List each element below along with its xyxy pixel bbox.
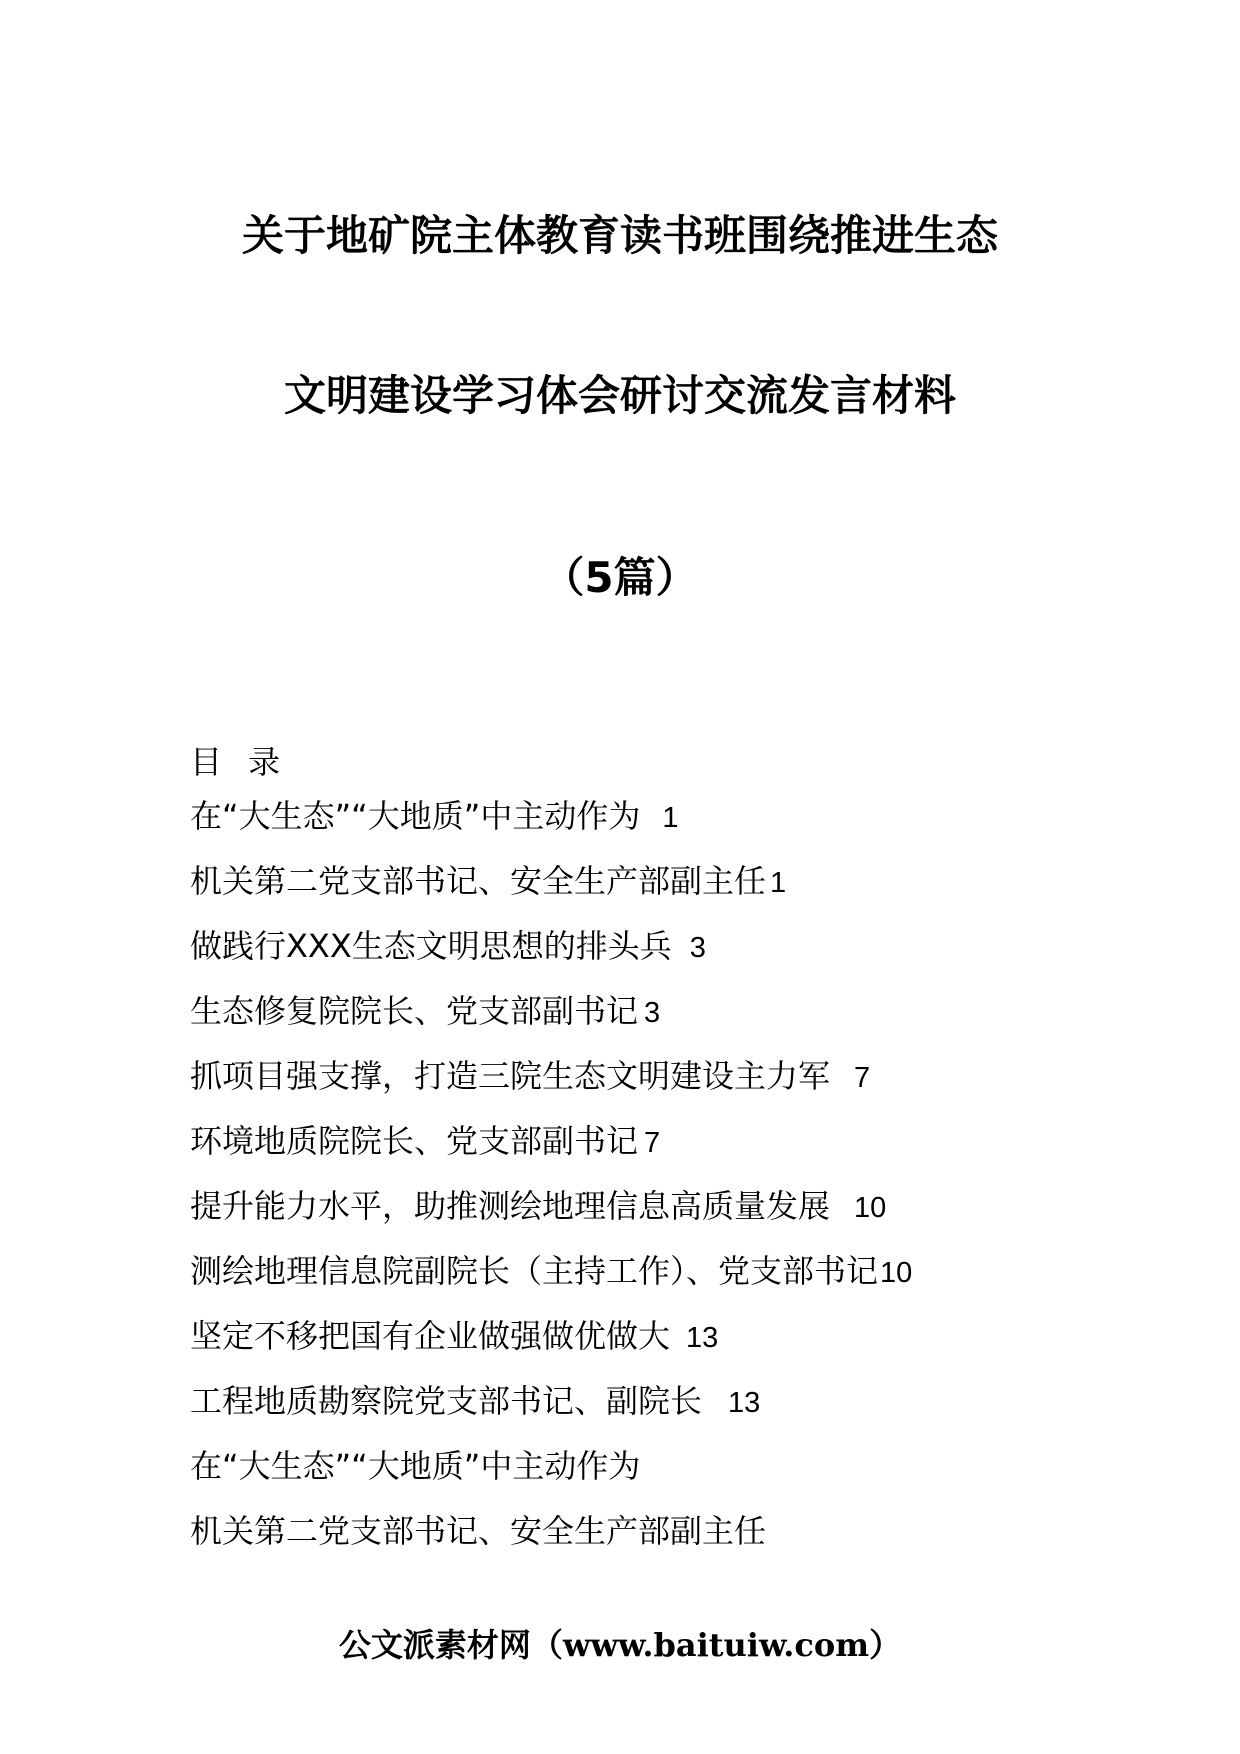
- toc-entry[interactable]: [190, 1499, 912, 1564]
- toc-entry-page-number: 1: [770, 867, 787, 899]
- toc-entry-title: 环境地质院院长、党支部副书记: [190, 1122, 639, 1160]
- toc-entry[interactable]: [190, 849, 912, 914]
- toc-entry[interactable]: [190, 1109, 912, 1174]
- toc-entry-page-number: 10: [854, 1192, 887, 1224]
- toc-entry-page-number: 13: [686, 1322, 719, 1354]
- table-of-contents: [190, 784, 912, 1564]
- toc-heading: 目 录: [190, 743, 289, 781]
- toc-entry-title: 做践行XXX生态文明思想的排头兵: [190, 927, 672, 965]
- toc-entry-title: 机关第二党支部书记、安全生产部副主任: [190, 862, 767, 900]
- toc-entry-page-number: 13: [728, 1387, 761, 1419]
- toc-entry[interactable]: [190, 1369, 912, 1434]
- toc-entry-title: 工程地质勘察院党支部书记、副院长: [190, 1382, 703, 1420]
- toc-entry[interactable]: [190, 1239, 912, 1304]
- toc-entry[interactable]: [190, 784, 912, 849]
- toc-entry-title: 生态修复院院长、党支部副书记: [190, 992, 639, 1030]
- footer-url[interactable]: （www.baituiw.com）: [530, 1626, 902, 1664]
- toc-entry-page-number: 7: [854, 1062, 871, 1094]
- toc-entry[interactable]: [190, 1304, 912, 1369]
- toc-entry-page-number: 3: [644, 997, 661, 1029]
- toc-entry-page-number: 10: [880, 1257, 913, 1289]
- toc-entry[interactable]: [190, 1434, 912, 1499]
- footer: [0, 1620, 1240, 1670]
- toc-entry-page-number: 1: [662, 802, 679, 834]
- toc-entry-title: 坚定不移把国有企业做强做优做大: [190, 1317, 671, 1355]
- toc-entry-title: 机关第二党支部书记、安全生产部副主任: [190, 1512, 767, 1550]
- toc-entry-title: 在“大生态”“大地质”中主动作为: [190, 1447, 641, 1485]
- document-count: （5篇）: [542, 553, 698, 602]
- document-title-line-2: 文明建设学习体会研讨交流发言材料: [283, 371, 956, 420]
- toc-entry-page-number: 3: [689, 932, 706, 964]
- toc-entry-title: 抓项目强支撑，打造三院生态文明建设主力军: [190, 1057, 831, 1095]
- footer-site-name: 公文派素材网: [338, 1626, 531, 1664]
- toc-entry-page-number: 7: [644, 1127, 661, 1159]
- toc-entry[interactable]: [190, 914, 912, 979]
- toc-entry[interactable]: [190, 1174, 912, 1239]
- toc-entry-title: 在“大生态”“大地质”中主动作为: [190, 797, 641, 835]
- toc-entry-title: 提升能力水平，助推测绘地理信息高质量发展: [190, 1187, 831, 1225]
- document-title-line-1: 关于地矿院主体教育读书班围绕推进生态: [241, 211, 998, 260]
- toc-entry[interactable]: [190, 1044, 912, 1109]
- toc-entry[interactable]: [190, 979, 912, 1044]
- toc-entry-title: 测绘地理信息院副院长（主持工作）、党支部书记: [190, 1252, 879, 1290]
